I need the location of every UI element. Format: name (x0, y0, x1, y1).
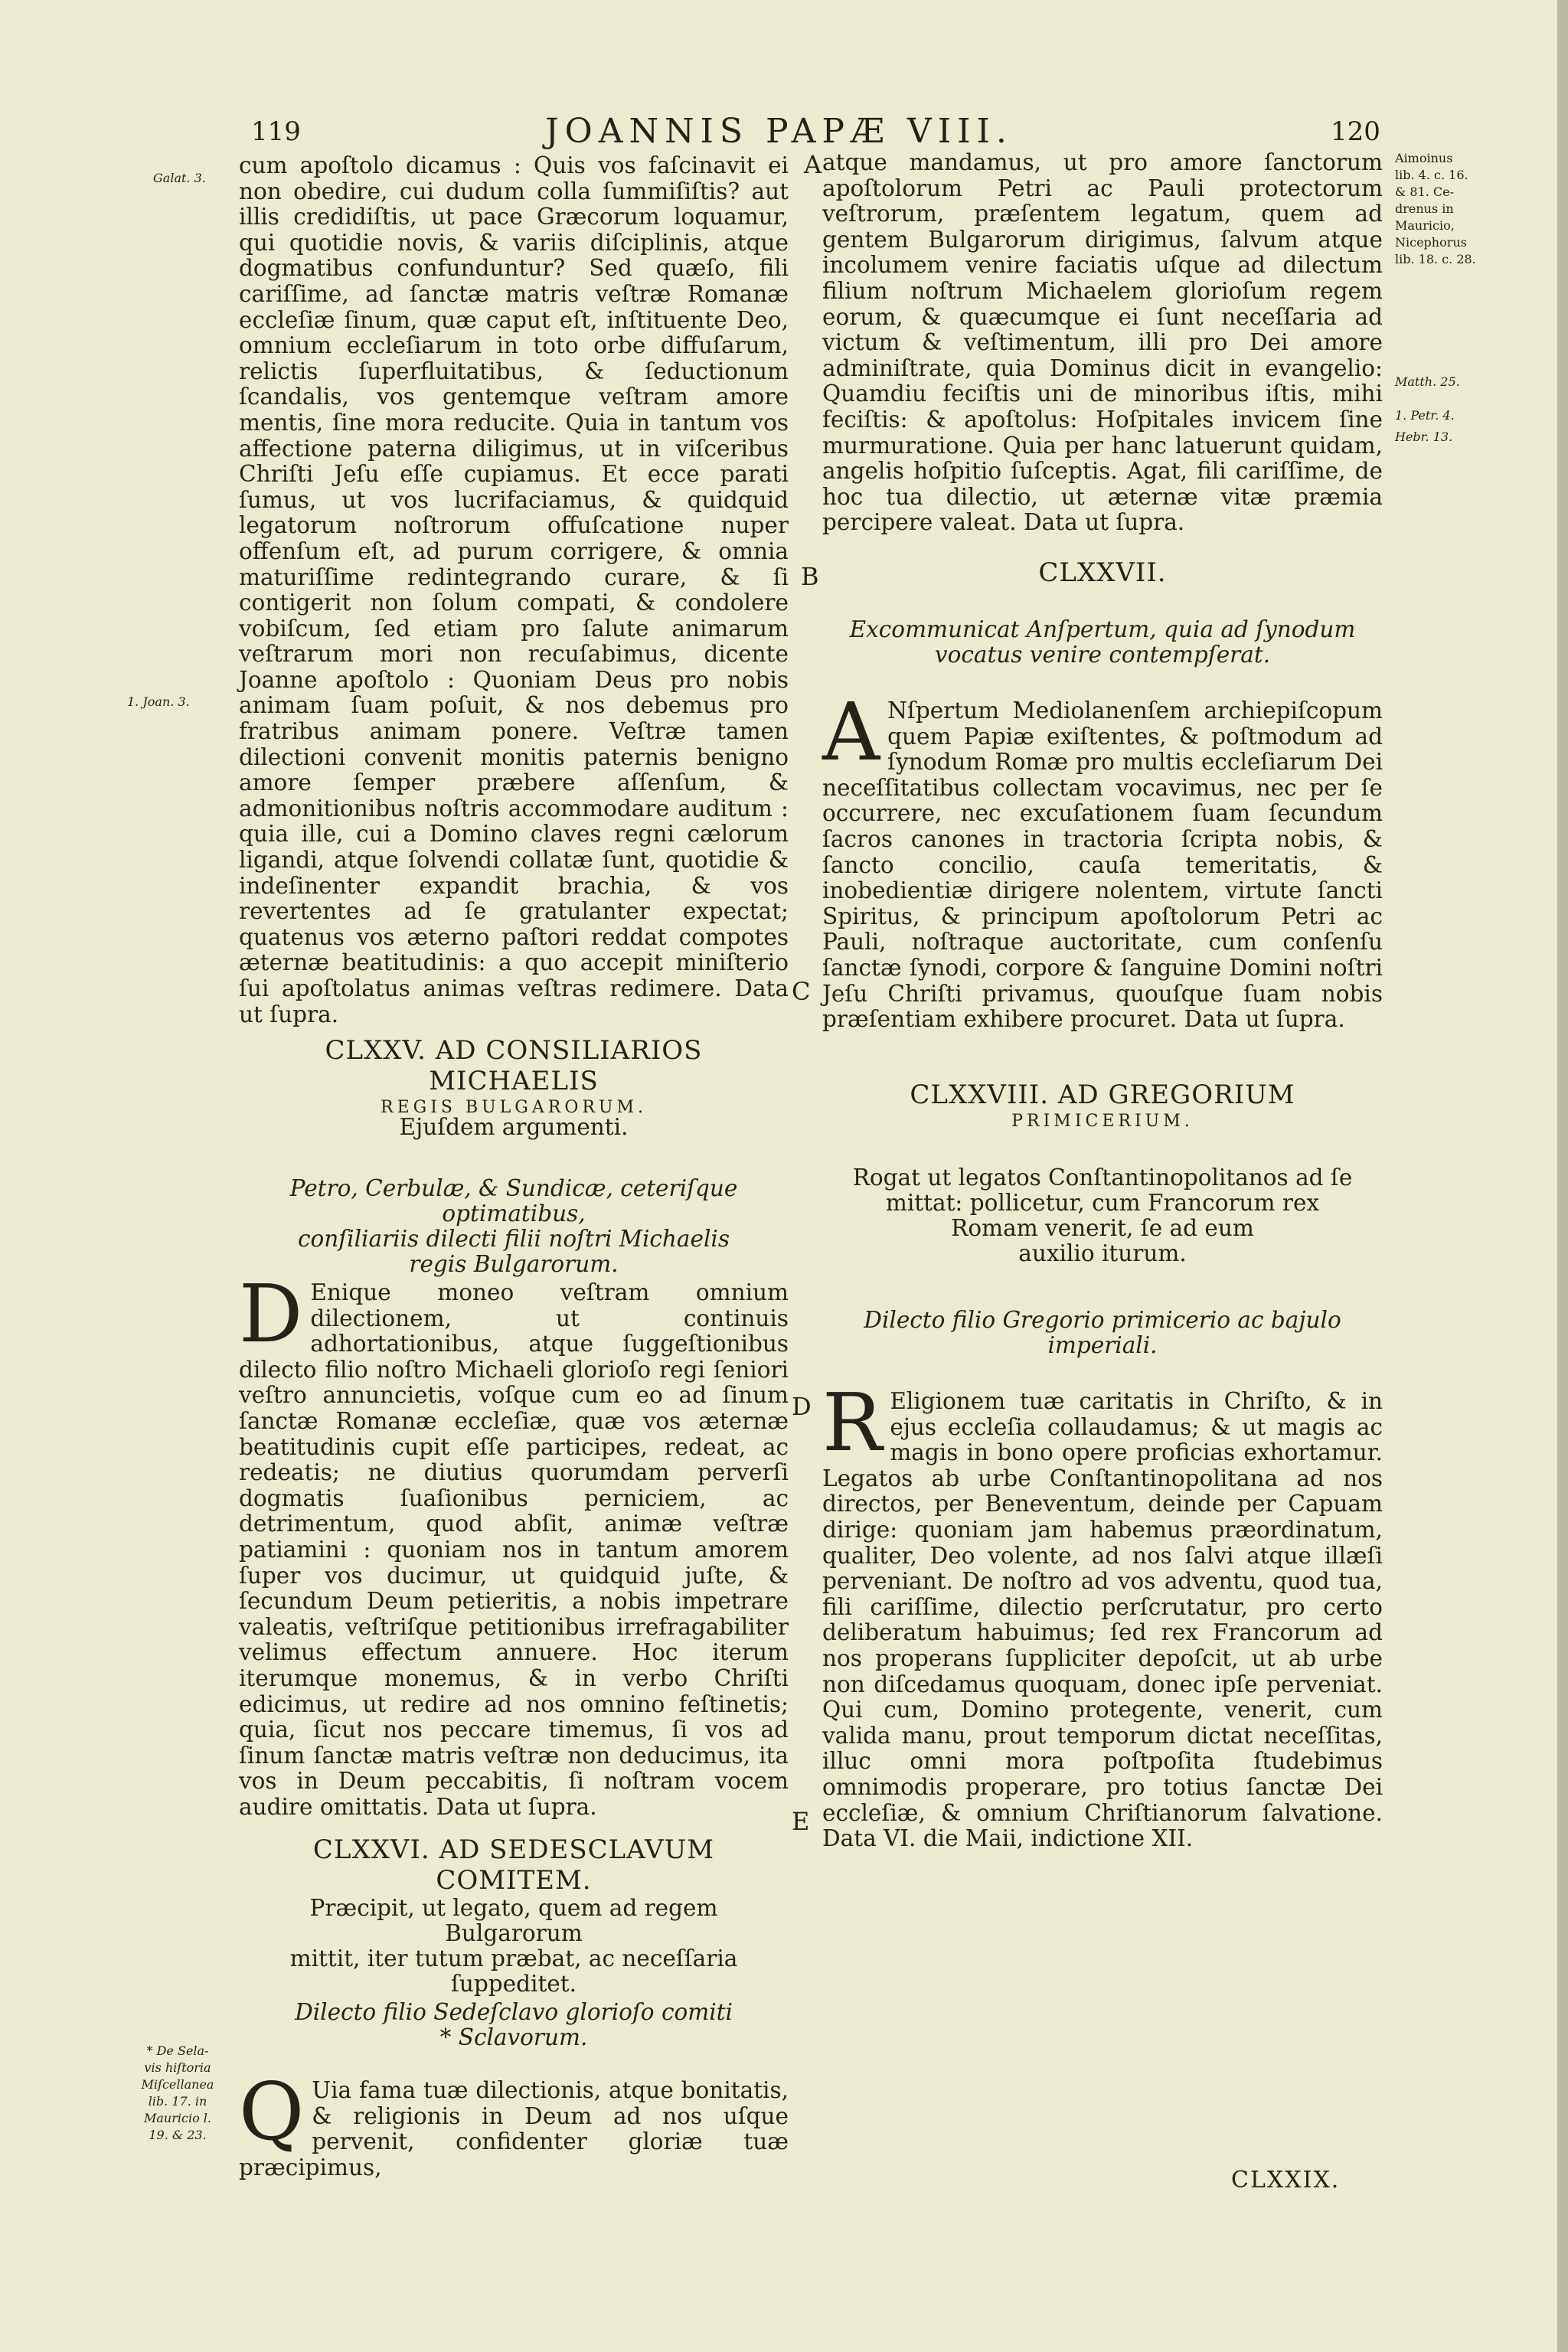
section-clxxv-heading (239, 1035, 789, 1119)
section-clxxv-argument: Ejuſdem argumenti. (399, 1114, 629, 1140)
section-clxxviii-body: R Eligionem tuæ caritatis in Chriſto, & in ejus eccleſia collaudamus; & ut magis ac magis in bono opere proficias exhortamur. Legatos ab urbe Conſtantinopolitana ad nos directos, per Beneventum, deinde per Capuam dirige: quoniam jam habemus præordinatum, qualiter, Deo volente, ad nos ſalvi atque illæſi perveniant. De noſtro ad vos adventu, quod tua, fili cariſſime, dilectio perſcrutatur, pro certo deliberatum habuimus; ſed rex Francorum ad nos properans ſuppliciter depoſcit, ut ab urbe non diſcedamus quoquam, donec ipſe perveniat. Qui cum, Domino protegente, venerit, cum valida manu, prout temporum dictat neceſſitas, illuc omni mora poſtpoſita ſtudebimus omnimodis properare, pro totius ſanctæ Dei eccleſiæ, & omnium Chriſtianorum ſalvatione. Data VI. die Maii, indictione XII. (822, 1376, 1383, 1852)
section-clxxvii-heading (822, 557, 1383, 588)
dropcap-r: R (822, 1376, 883, 1469)
left-intro-paragraph: cum apoſtolo dicamus : Quis vos faſcinavit ei non obedire, cui dudum colla ſummiſiſtis? aut illis credidiſtis, ut pace Græcorum loquamur, qui quotidie novis, & variis diſciplinis, atque dogmatibus confunduntur? Sed quæſo, fili cariſſime, ad ſanctæ matris veſtræ Romanæ eccleſiæ ſinum, quæ caput eſt, inſtituente Deo, omnium eccleſiarum in toto orbe diffuſarum, relictis ſuperfluitatibus, & ſeductionum ſcandalis, vos gentemque veſtram amore mentis, ſine mora reducite. Quia in tantum vos affectione paterna diligimus, ut in viſceribus Chriſti Jeſu eſſe cupiamus. Et ecce parati ſumus, ut vos lucrifaciamus, & quidquid legatorum noſtrorum offuſcatione nuper offenſum eſt, ad purum corrigere, & omnia maturiſſime redintegrando curare, & ſi contigerit non ſolum compati, & condolere vobiſcum, ſed etiam pro ſalute animarum veſtrarum mori non recuſabimus, dicente Joanne apoſtolo : Quoniam Deus pro nobis animam ſuam poſuit, & nos debemus pro fratribus animam ponere. Veſtræ tamen dilectioni convenit monitis paternis benigno amore ſemper præbere aſſenſum, & admonitionibus noſtris accommodare auditum : quia ille, cui a Domino claves regni cælorum ligandi, atque ſolvendi collatæ ſunt, quotidie & indeſinenter expandit brachia, & vos revertentes ad ſe gratulanter expectat; quatenus vos æterno paſtori reddat compotes æternæ beatitudinis: a quo accepit miniſterio ſui apoſtolatus animas veſtras redimere. Data ut ſupra. (239, 152, 789, 1027)
section-letter-a: A (804, 150, 822, 179)
margin-note-aimoinus: Aimoinus lib. 4. c. 16. & 81. Ce- drenus in Mauricio, Nicephorus lib. 18. c. 28. (1395, 151, 1476, 266)
dropcap-q: Q (239, 2065, 305, 2158)
margin-note-hebr: Hebr. 13. (1395, 430, 1453, 444)
section-letter-e: E (792, 1807, 810, 1836)
section-clxxvi-heading (239, 1834, 789, 1896)
section-clxxvi-body: Q Uia fama tuæ dilectionis, atque bonitatis, & religionis in Deum ad nos uſque pervenit, confidenter gloriæ tuæ præcipimus, (239, 2065, 789, 2180)
section-clxxvii-argument: Excommunicat Anſpertum, quia ad ſynodum vocatus venire contempſerat. (849, 616, 1356, 668)
right-page-number: 120 (1331, 116, 1380, 147)
dropcap-a: A (822, 685, 880, 779)
section-clxxvii-body: A Nſpertum Mediolanenſem archiepiſcopum quem Papiæ exiſtentes, & poſtmodum ad ſynodum Romæ pro multis eccleſiarum Dei neceſſitatibus collectam vocavimus, nec per ſe occurrere, nec excuſationem ſuam ſecundum ſacros canones in tractoria ſcripta nobis, & ſancto concilio, cauſa temeritatis, & inobedientiæ dirigere nolentem, virtute ſancti Spiritus, & principum apoſtolorum Petri ac Pauli, noſtraque auctoritate, cum conſenſu ſanctæ ſynodi, corpore & ſanguine Domini noſtri Jeſu Chriſti privamus, quouſque ſuam nobis præſentiam exhibere procuret. Data ut ſupra. (822, 685, 1383, 1033)
section-clxxvi-argument: Præcipit, ut legato, quem ad regem Bulgarorum mittit, iter tutum præbat, ac neceſſaria ſuppeditet. (289, 1895, 738, 1997)
section-clxxviii-argument: Rogat ut legatos Conſtantinopolitanos ad ſe mittat: pollicetur, cum Francorum rex Romam venerit, ſe ad eum auxilio iturum. (852, 1165, 1353, 1266)
section-title: CLXXVIII. AD GREGORIUM (910, 1080, 1295, 1110)
margin-footnote-sclavi: * De Sela- vis hiſtoria Miſcellanea lib. 17. in Mauricio l. 19. & 23. (141, 2043, 214, 2142)
dropcap-d: D (239, 1267, 303, 1361)
section-subtitle: PRIMICERIUM. (1011, 1112, 1194, 1131)
section-title: CLXXVII. (1038, 557, 1167, 588)
section-clxxviii-heading (822, 1080, 1383, 1133)
section-letter-d: D (792, 1392, 812, 1421)
page-edge (1557, 0, 1568, 2352)
running-title: JOANNIS PAPÆ VIII. (545, 112, 1013, 151)
section-letter-c: C (792, 977, 811, 1006)
margin-note-petr: 1. Petr. 4. (1395, 408, 1455, 423)
section-clxxv-body: D Enique moneo veſtram omnium dilectionem, ut continuis adhortationibus, atque ſuggeſtionibus dilecto filio noſtro Michaeli glorioſo regi ſeniori veſtro annuncietis, voſque cum eo ad ſinum ſanctæ Romanæ eccleſiæ, quæ vos æternæ beatitudinis cupit eſſe participes, redeat, ac redeatis; ne diutius quorumdam perverſi dogmatis ſuaſionibus perniciem, ac detrimentum, quod abſit, animæ veſtræ patiamini : quoniam nos in tantum amorem ſuper vos ducimur, ut quidquid juſte, & ſecundum Deum petieritis, a nobis impetrare valeatis, veſtriſque petitionibus irrefragabiliter velimus effectum annuere. Hoc iterum iterumque monemus, & in verbo Chriſti edicimus, ut redire ad nos omnino feſtinetis; quia, ſicut nos peccare timemus, ſi vos ad ſinum ſanctæ matris veſtræ non deducimus, ita vos in Deum peccabitis, ſi noſtram vocem audire omittatis. Data ut ſupra. (239, 1267, 789, 1820)
section-subtitle: REGIS BULGARORUM. (381, 1098, 647, 1117)
section-title: CLXXV. AD CONSILIARIOS MICHAELIS (325, 1035, 703, 1096)
section-clxxv-address: Petro, Cerbulæ, & Sundicæ, ceteriſque optimatibus, conſiliariis dilecti filii noſtri Michaelis regis Bulgarorum. (289, 1175, 738, 1277)
section-clxxvi-address: Dilecto filio Sedeſclavo glorioſo comiti * Sclavorum. (295, 1999, 733, 2050)
section-clxxviii-address: Dilecto filio Gregorio primicerio ac bajulo imperiali. (864, 1307, 1341, 1358)
section-title: CLXXVI. AD SEDESCLAVUM COMITEM. (312, 1834, 715, 1896)
section-letter-b: B (801, 562, 819, 591)
margin-note-joan: 1. Joan. 3. (127, 694, 190, 709)
margin-note-matth: Matth. 25. (1395, 374, 1460, 389)
left-page-number: 119 (251, 116, 301, 147)
right-intro-paragraph: atque mandamus, ut pro amore ſanctorum apoſtolorum Petri ac Pauli protectorum veſtrorum, præſentem legatum, quem ad gentem Bulgarorum dirigimus, ſalvum atque incolumem venire faciatis uſque ad dilectum filium noſtrum Michaelem glorioſum regem eorum, & quæcumque ei ſunt neceſſaria ad victum & veſtimentum, illi pro Dei amore adminiſtrate, quia Dominus dicit in evangelio: Quamdiu feciſtis uni de minoribus iſtis, mihi feciſtis: & apoſtolus: Hoſpitales invicem ſine murmuratione. Quia per hanc latuerunt quidam, angelis hoſpitio ſuſceptis. Agat, fili cariſſime, de hoc tua dilectio, ut æternæ vitæ præmia percipere valeat. Data ut ſupra. (822, 149, 1383, 536)
catchword: CLXXIX. (1231, 2167, 1341, 2194)
margin-note-galat: Galat. 3. (153, 171, 206, 185)
